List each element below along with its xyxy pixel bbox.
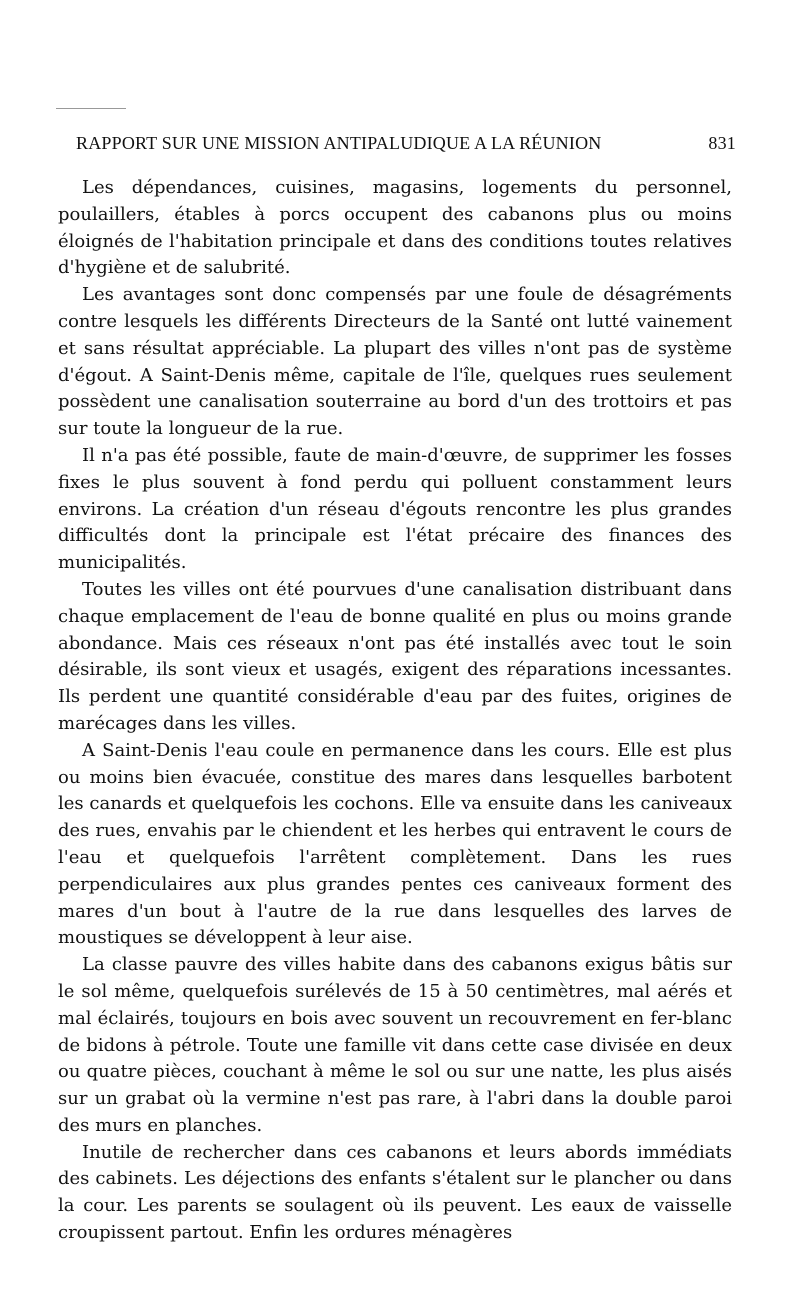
paragraph-3: Il n'a pas été possible, faute de main-d'œuvre, de supprimer les fosses fixes le plus souvent à fond perdu qui polluent constamment leurs environs. La création d'un réseau d'égouts rencontre les plus grandes difficultés dont la principale est l'état précaire des finances des municipalités.	[58, 444, 732, 574]
paragraph-4: Toutes les villes ont été pourvues d'une canalisation distribuant dans chaque emplacement de l'eau de bonne qualité en plus ou moins grande abondance. Mais ces réseaux n'ont pas été installés avec tout le soin désirable, ils sont vieux et usagés, exigent des réparations incessantes. Ils perdent une quantité considérable d'eau par des fuites, origines de marécages dans les villes.	[58, 578, 732, 734]
paragraph-2: Les avantages sont donc compensés par une foule de désagréments contre lesquels les différents Directeurs de la Santé ont lutté vainement et sans résultat appréciable. La plupart des villes n'ont pas de système d'égout. A Saint-Denis même, capitale de l'île, quelques rues seulement possèdent une canalisation souterraine au bord d'un des trottoirs et pas sur toute la longueur de la rue.	[58, 284, 732, 440]
body-text	[58, 175, 732, 1247]
paragraph-5: A Saint-Denis l'eau coule en permanence dans les cours. Elle est plus ou moins bien évacuée, constitue des mares dans lesquelles barbotent les canards et quelquefois les cochons. Elle va ensuite dans les caniveaux des rues, envahis par le chiendent et les herbes qui entravent le cours de l'eau et quelquefois l'arrêtent complètement. Dans les rues perpendiculaires aux plus grandes pentes ces caniveaux forment des mares d'un bout à l'autre de la rue dans lesquelles des larves de moustiques se développent à leur aise.	[58, 739, 732, 949]
paragraph-6: La classe pauvre des villes habite dans des cabanons exigus bâtis sur le sol même, quelquefois surélevés de 15 à 50 centimètres, mal aérés et mal éclairés, toujours en bois avec souvent un recouvrement en fer-blanc de bidons à pétrole. Toute une famille vit dans cette case divisée en deux ou quatre pièces, couchant à même le sol ou sur une natte, les plus aisés sur un grabat où la vermine n'est pas rare, à l'abri dans la double paroi des murs en planches.	[58, 954, 732, 1136]
page-number: 831	[708, 133, 736, 153]
paragraph-1: Les dépendances, cuisines, magasins, logements du personnel, poulaillers, étables à porcs occupent des cabanons plus ou moins éloignés de l'habitation principale et dans des conditions toutes relatives d'hygiène et de salubrité.	[58, 177, 732, 279]
running-title: RAPPORT SUR UNE MISSION ANTIPALUDIQUE A LA RÉUNION	[76, 133, 602, 153]
paragraph-7: Inutile de rechercher dans ces cabanons et leurs abords immédiats des cabinets. Les déjections des enfants s'étalent sur le plancher ou dans la cour. Les parents se soulagent où ils peuvent. Les eaux de vaisselle croupissent partout. Enfin les ordures ménagères	[58, 1141, 732, 1244]
top-rule	[56, 108, 126, 109]
running-header	[76, 133, 736, 154]
